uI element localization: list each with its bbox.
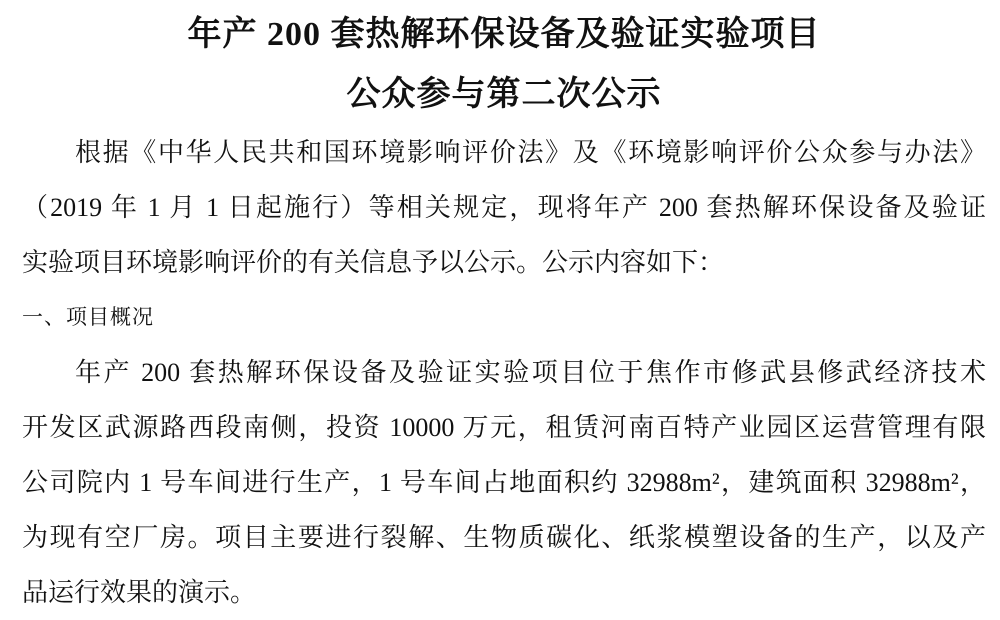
document-title-line2: 公众参与第二次公示 — [346, 76, 662, 113]
document-title-line1: 年产 200 套热解环保设备及验证实验项目 — [187, 16, 821, 53]
section1-line2: 开发区武源路西段南侧，投资 10000 万元，租赁河南百特产业园区运营管理有限 — [22, 413, 986, 442]
paragraph1-line2: （2019 年 1 月 1 日起施行）等相关规定，现将年产 200 套热解环保设备及验证 — [22, 193, 986, 222]
paragraph1-line3: 实验项目环境影响评价的有关信息予以公示。公示内容如下： — [22, 248, 725, 277]
paragraph1-line1: 根据《中华人民共和国环境影响评价法》及《环境影响评价公众参与办法》 — [75, 138, 986, 167]
section1-heading: 一、项目概况 — [22, 305, 154, 329]
section1-line1: 年产 200 套热解环保设备及验证实验项目位于焦作市修武县修武经济技术 — [75, 358, 986, 387]
section1-line5: 品运行效果的演示。 — [22, 578, 257, 607]
section1-line3: 公司院内 1 号车间进行生产，1 号车间占地面积约 32988m²，建筑面积 32988m²， — [22, 468, 986, 497]
section1-line4: 为现有空厂房。项目主要进行裂解、生物质碳化、纸浆模塑设备的生产，以及产 — [22, 523, 986, 552]
